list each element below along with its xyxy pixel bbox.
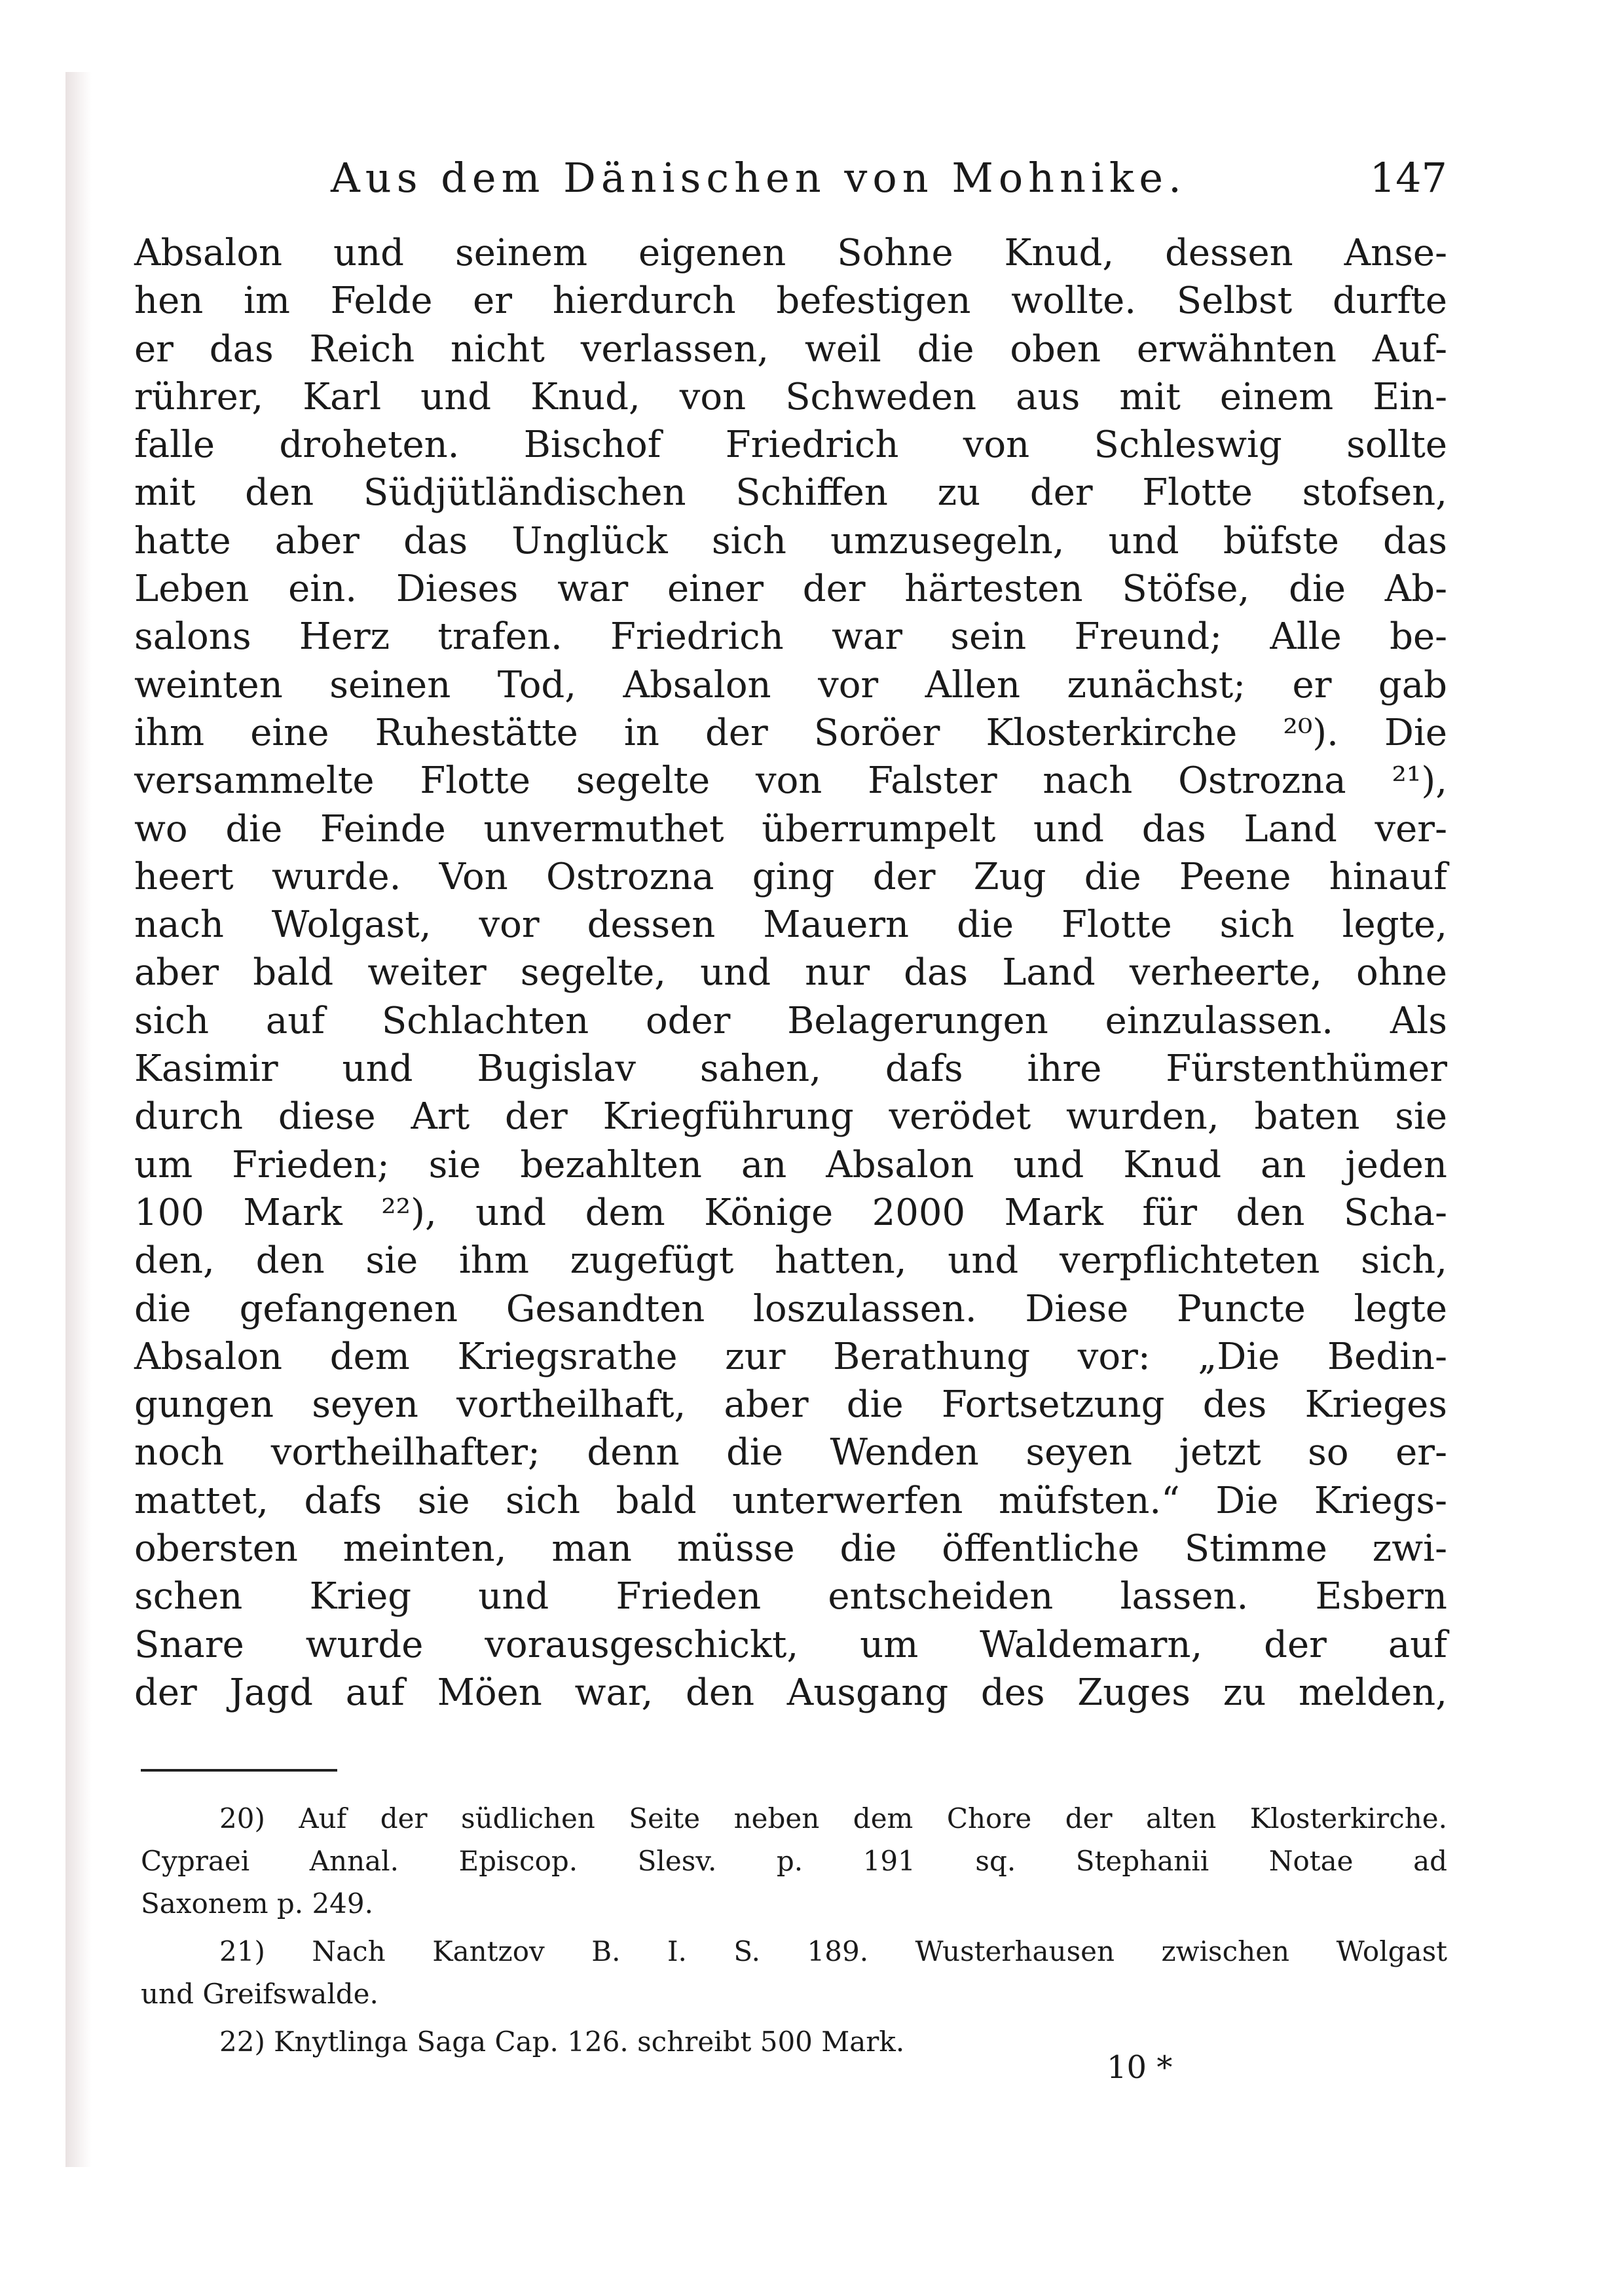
footnote-line: und Greifswalde. — [141, 1978, 378, 2010]
footnote-separator — [141, 1769, 337, 1772]
text-line: aber bald weiter segelte, und nur das Land verheerte, ohne — [134, 951, 1447, 994]
footnote-line: Saxonem p. 249. — [141, 1887, 373, 1920]
text-line: Absalon dem Kriegsrathe zur Berathung vor: „Die Bedin- — [134, 1335, 1447, 1378]
text-line: Kasimir und Bugislav sahen, dafs ihre Fürstenthümer — [134, 1048, 1447, 1091]
text-line: er das Reich nicht verlassen, weil die oben erwähnten Auf- — [134, 327, 1447, 371]
footnote — [141, 2020, 1447, 2063]
text-line: den, den sie ihm zugefügt hatten, und verpflichteten sich, — [134, 1239, 1447, 1283]
footnote — [141, 1930, 1447, 2015]
text-line: versammelte Flotte segelte von Falster nach Ostrozna ²¹), — [134, 759, 1447, 803]
running-header — [331, 147, 1447, 206]
text-line: weinten seinen Tod, Absalon vor Allen zunächst; er gab — [134, 663, 1447, 706]
footnote-line: Cypraei Annal. Episcop. Slesv. p. 191 sq. Stephanii Notae ad — [141, 1845, 1447, 1877]
text-line: hen im Felde er hierdurch befestigen wollte. Selbst durfte — [134, 280, 1447, 323]
page-number: 147 — [1369, 154, 1447, 202]
footnote-line: 22) Knytlinga Saga Cap. 126. schreibt 500 Mark. — [219, 2026, 905, 2058]
text-line: hatte aber das Unglück sich umzusegeln, und büfste das — [134, 519, 1447, 562]
text-line: mit den Südjütländischen Schiffen zu der Flotte stofsen, — [134, 471, 1447, 515]
footnote-line: 21) Nach Kantzov B. I. S. 189. Wusterhausen zwischen Wolgast — [219, 1935, 1447, 1967]
footnotes — [141, 1797, 1447, 2068]
text-line: falle droheten. Bischof Friedrich von Schleswig sollte — [134, 424, 1447, 467]
text-line: um Frieden; sie bezahlten an Absalon und Knud an jeden — [134, 1143, 1447, 1186]
footnote — [141, 1797, 1447, 1925]
text-line: gungen seyen vortheilhaft, aber die Fortsetzung des Krieges — [134, 1383, 1447, 1427]
text-line: 100 Mark ²²), und dem Könige 2000 Mark für den Scha- — [134, 1191, 1447, 1234]
text-line: heert wurde. Von Ostrozna ging der Zug die Peene hinauf — [134, 855, 1447, 898]
text-line: Leben ein. Dieses war einer der härtesten Stöfse, die Ab- — [134, 568, 1447, 611]
text-line: rührer, Karl und Knud, von Schweden aus mit einem Ein- — [134, 375, 1447, 418]
text-line: sich auf Schlachten oder Belagerungen einzulassen. Als — [134, 999, 1447, 1042]
signature-mark: 10 * — [1107, 2049, 1173, 2086]
text-line: die gefangenen Gesandten loszulassen. Diese Puncte legte — [134, 1287, 1447, 1330]
text-line: salons Herz trafen. Friedrich war sein Freund; Alle be- — [134, 615, 1447, 659]
text-line: ihm eine Ruhestätte in der Soröer Klosterkirche ²⁰). Die — [134, 711, 1447, 754]
text-line: Snare wurde vorausgeschickt, um Waldemarn, der auf — [134, 1623, 1447, 1666]
text-line: obersten meinten, man müsse die öffentliche Stimme zwi- — [134, 1527, 1447, 1571]
text-line: der Jagd auf Möen war, den Ausgang des Zuges zu melden, — [134, 1671, 1447, 1714]
text-line: nach Wolgast, vor dessen Mauern die Flotte sich legte, — [134, 903, 1447, 947]
main-text — [134, 229, 1447, 1717]
text-line: noch vortheilhafter; denn die Wenden seyen jetzt so er- — [134, 1431, 1447, 1474]
text-line: mattet, dafs sie sich bald unterwerfen müfsten.“ Die Kriegs- — [134, 1479, 1447, 1522]
running-title: Aus dem Dänischen von Mohnike. — [331, 154, 1187, 202]
text-line: durch diese Art der Kriegführung verödet wurden, baten sie — [134, 1095, 1447, 1139]
text-line: wo die Feinde unvermuthet überrumpelt und das Land ver- — [134, 807, 1447, 850]
text-line: schen Krieg und Frieden entscheiden lassen. Esbern — [134, 1575, 1447, 1618]
footnote-line: 20) Auf der südlichen Seite neben dem Chore der alten Klosterkirche. — [219, 1802, 1447, 1834]
text-line: Absalon und seinem eigenen Sohne Knud, dessen Anse- — [134, 232, 1447, 274]
